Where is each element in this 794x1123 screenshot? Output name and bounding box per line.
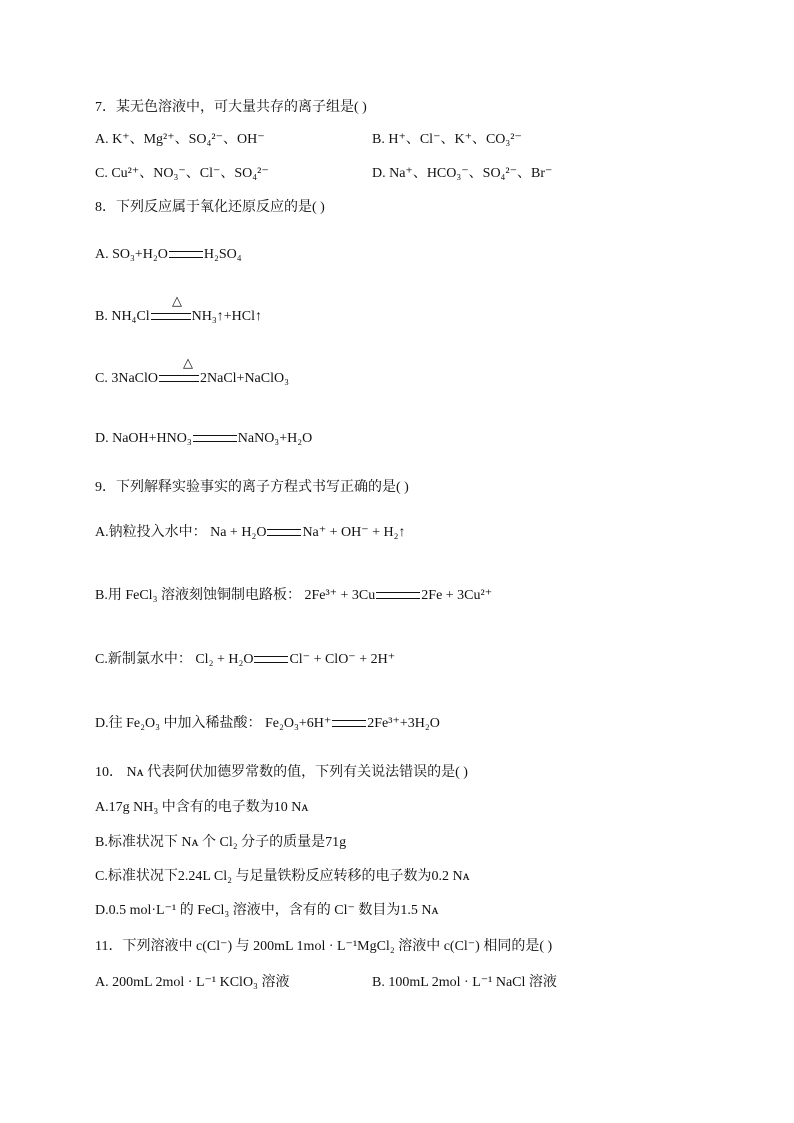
equation-left: D.往 Fe₂O₃ 中加入稀盐酸： Fe₂O₃+6H⁺ <box>95 716 332 731</box>
q8-b-heat-icon: △ <box>172 293 182 308</box>
q10-option-c: C.标准状况下2.24L Cl₂ 与足量铁粉反应转移的电子数为0.2 Nᴀ <box>95 869 470 884</box>
q10-option-a: A.17g NH₃ 中含有的电子数为10 Nᴀ <box>95 800 309 815</box>
q11-stem: 11．下列溶液中 c(Cl⁻) 与 200mL 1mol · L⁻¹MgCl₂ 溶液中 c(Cl⁻) 相同的是( ) <box>95 939 553 954</box>
q11-option-a: A. 200mL 2mol · L⁻¹ KClO₃ 溶液 <box>95 975 290 990</box>
equals-sign-icon <box>254 656 288 663</box>
equation-left: A.钠粒投入水中： Na + H₂O <box>95 525 267 540</box>
equals-sign-icon <box>151 313 191 320</box>
equation-left: C.新制氯水中： Cl₂ + H₂O <box>95 652 254 667</box>
q7-option-b: B. H⁺、Cl⁻、K⁺、CO₃²⁻ <box>372 132 522 147</box>
equals-sign-icon <box>267 529 301 536</box>
equation-right: NaNO₃+H₂O <box>237 431 313 446</box>
q7-option-d: D. Na⁺、HCO₃⁻、SO₄²⁻、Br⁻ <box>372 166 553 181</box>
equation-right: 2Fe + 3Cu²⁺ <box>421 588 493 603</box>
q10-option-d: D.0.5 mol·L⁻¹ 的 FeCl₃ 溶液中，含有的 Cl⁻ 数目为1.5 Nᴀ <box>95 903 439 918</box>
q9-stem: 9．下列解释实验事实的离子方程式书写正确的是( ) <box>95 480 409 495</box>
q8-stem: 8．下列反应属于氧化还原反应的是( ) <box>95 200 325 215</box>
equation-left: D. NaOH+HNO₃ <box>95 431 192 446</box>
q9-option-d <box>95 715 440 733</box>
q7-option-a: A. K⁺、Mg²⁺、SO₄²⁻、OH⁻ <box>95 132 265 147</box>
q10-option-b: B.标准状况下 Nᴀ 个 Cl₂ 分子的质量是71g <box>95 835 347 850</box>
q8-option-d <box>95 430 312 448</box>
equation-right: Na⁺ + OH⁻ + H₂↑ <box>302 525 406 540</box>
q9-option-a <box>95 524 406 542</box>
equation-left: B. NH₄Cl <box>95 309 150 324</box>
equation-right: 2NaCl+NaClO₃ <box>200 371 289 386</box>
q8-option-b <box>95 308 262 326</box>
equation-right: Cl⁻ + ClO⁻ + 2H⁺ <box>289 652 396 667</box>
q8-option-a <box>95 246 242 264</box>
equation-right: 2Fe³⁺+3H₂O <box>367 716 440 731</box>
equals-sign-icon <box>332 720 366 727</box>
q9-option-c <box>95 651 395 669</box>
equation-left: C. 3NaClO <box>95 371 158 386</box>
equation-right: NH₃↑+HCl↑ <box>191 309 263 324</box>
equals-sign-icon <box>169 251 203 258</box>
equals-sign-icon <box>193 435 237 442</box>
q7-option-c: C. Cu²⁺、NO₃⁻、Cl⁻、SO₄²⁻ <box>95 166 269 181</box>
equals-sign-icon <box>159 375 199 382</box>
q8-option-c <box>95 370 289 388</box>
equation-left: A. SO₃+H₂O <box>95 247 168 262</box>
q8-c-heat-icon: △ <box>183 355 193 370</box>
q10-stem: 10． Nᴀ 代表阿伏加德罗常数的值，下列有关说法错误的是( ) <box>95 765 468 780</box>
equation-left: B.用 FeCl₃ 溶液刻蚀铜制电路板： 2Fe³⁺ + 3Cu <box>95 588 376 603</box>
q11-option-b: B. 100mL 2mol · L⁻¹ NaCl 溶液 <box>372 975 557 990</box>
equation-right: H₂SO₄ <box>203 247 242 262</box>
q7-stem: 7．某无色溶液中，可大量共存的离子组是( ) <box>95 100 367 115</box>
equals-sign-icon <box>376 592 420 599</box>
q9-option-b <box>95 587 492 605</box>
